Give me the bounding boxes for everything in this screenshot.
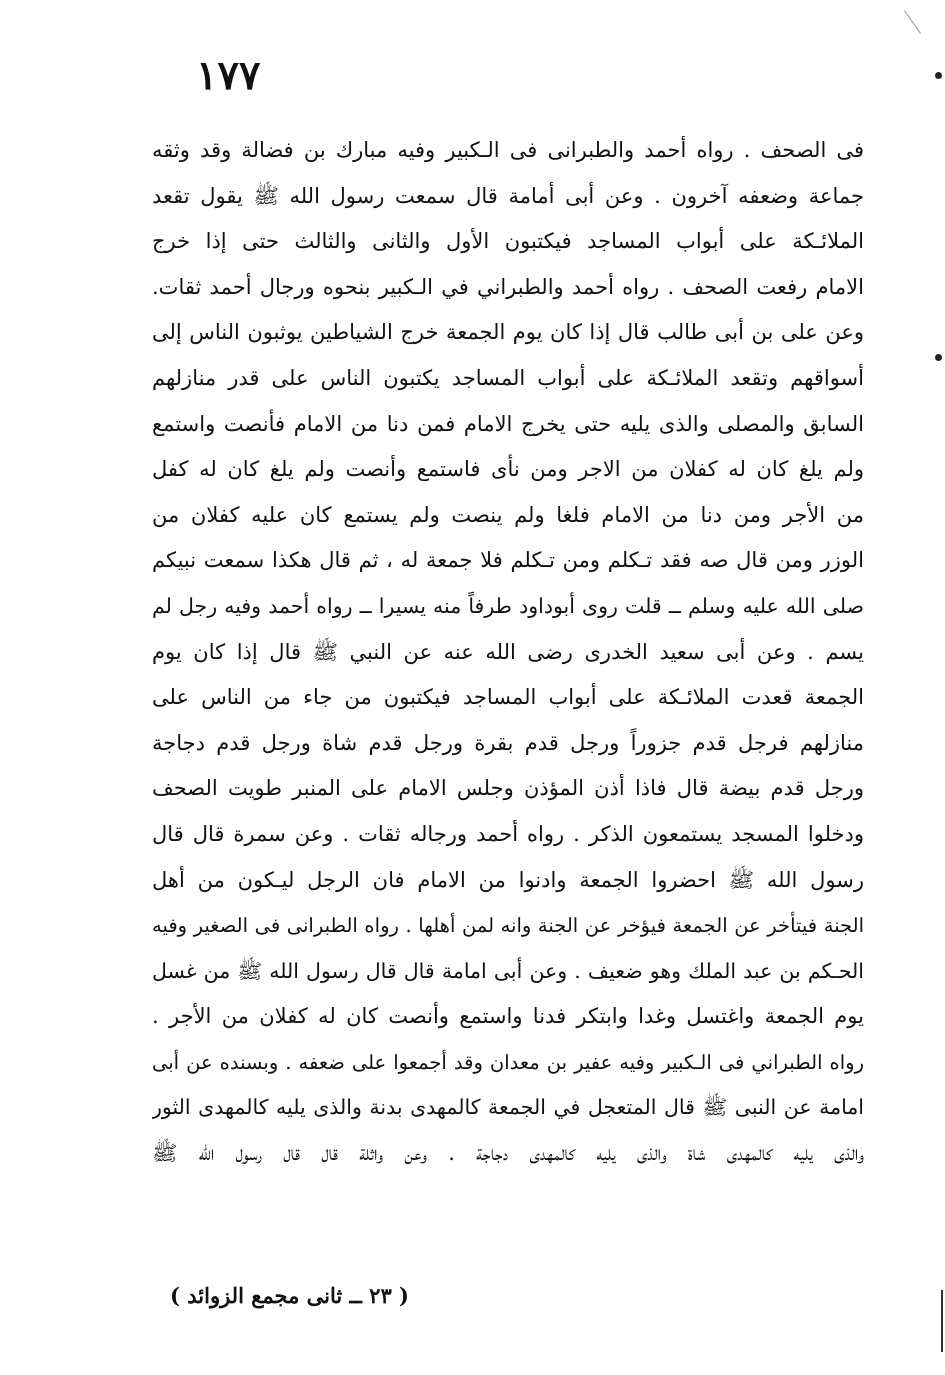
scan-corner-mark [904, 10, 921, 34]
text-line: والذى يليه كالمهدى شاة والذى يليه كالمهدى دجاجة . وعن واثلة قال قال رسول الله ﷺ [152, 1141, 864, 1166]
footer-signature: ( ٢٣ ــ ثانى مجمع الزوائد ) [170, 1283, 409, 1308]
text-line: ورجل قدم بيضة قال فاذا أذن المؤذن وجلس الامام على المنبر طويت الصحف [152, 776, 864, 801]
text-line: الجمعة قعدت الملائـكة على أبواب المساجد فيكتبون من جاء من الناس على [152, 685, 864, 710]
text-line: أسواقهم وتقعد الملائـكة على أبواب المساجد يكتبون الناس على قدر منازلهم [152, 365, 864, 390]
page-number: ١٧٧ [196, 52, 261, 99]
body-text [152, 128, 864, 1177]
text-line: امامة عن النبى ﷺ قال المتعجل في الجمعة كالمهدى بدنة والذى يليه كالمهدى الثور [152, 1095, 864, 1120]
text-line: من الأجر ومن دنا من الامام فلغا ولم ينصت ولم يستمع كان عليه كفلان من [152, 502, 864, 527]
text-line: جماعة وضعفه آخرون . وعن أبى أمامة قال سمعت رسول الله ﷺ يقول تقعد [152, 183, 864, 208]
text-line: الحـكم بن عبد الملك وهو ضعيف . وعن أبى امامة قال قال رسول الله ﷺ من غسل [152, 958, 864, 983]
text-line: الوزر ومن قال صه فقد تـكلم ومن تـكلم فلا جمعة له ، ثم قال هكذا سمعت نبيكم [152, 548, 864, 573]
text-line: الملائـكة على أبواب المساجد فيكتبون الأول والثانى والثالث حتى إذا خرج [152, 229, 864, 254]
text-line: منازلهم فرجل قدم جزوراً ورجل قدم بقرة ورجل قدم شاة ورجل قدم دجاجة [152, 730, 864, 755]
text-line: يوم الجمعة واغتسل وغدا وابتكر فدنا واستمع وأنصت كان له كفلان من الأجر . [152, 1004, 864, 1029]
text-line: رسول الله ﷺ احضروا الجمعة وادنوا من الامام فان الرجل ليـكون من أهل [152, 867, 864, 892]
margin-punch-dot [935, 72, 942, 79]
text-line: ولم يلغ كان له كفلان من الاجر ومن نأى فاستمع وأنصت ولم يلغ كان له كفل [152, 457, 864, 482]
text-line: الجنة فيتأخر عن الجمعة فيؤخر عن الجنة وانه لمن أهلها . رواه الطبرانى فى الصغير وفيه [152, 914, 864, 938]
margin-punch-dot [935, 354, 942, 361]
text-line: وعن على بن أبى طالب قال إذا كان يوم الجمعة خرج الشياطين يوثبون الناس إلى [152, 320, 864, 345]
text-line: السابق والمصلى والذى يليه حتى يخرج الامام فمن دنا من الامام فأنصت واستمع [152, 411, 864, 436]
text-line: ودخلوا المسجد يستمعون الذكر . رواه أحمد ورجاله ثقات . وعن سمرة قال قال [152, 821, 864, 846]
page-edge-mark [941, 1290, 943, 1352]
text-line: رواه الطبراني فى الـكبير وفيه عفير بن معدان وقد أجمعوا على ضعفه . وبسنده عن أبى [152, 1050, 864, 1074]
text-line: فى الصحف . رواه أحمد والطبرانى فى الـكبير وفيه مبارك بن فضالة وقد وثقه [152, 138, 864, 162]
text-line: الامام رفعت الصحف . رواه أحمد والطبراني في الـكبير بنحوه ورجال أحمد ثقات. [152, 274, 864, 299]
text-line: يسم . وعن أبى سعيد الخدرى رضى الله عنه عن النبي ﷺ قال إذا كان يوم [152, 639, 864, 664]
text-line: صلى الله عليه وسلم ــ قلت روى أبوداود طرفاً منه يسيرا ــ رواه أحمد وفيه رجل لم [152, 593, 864, 618]
